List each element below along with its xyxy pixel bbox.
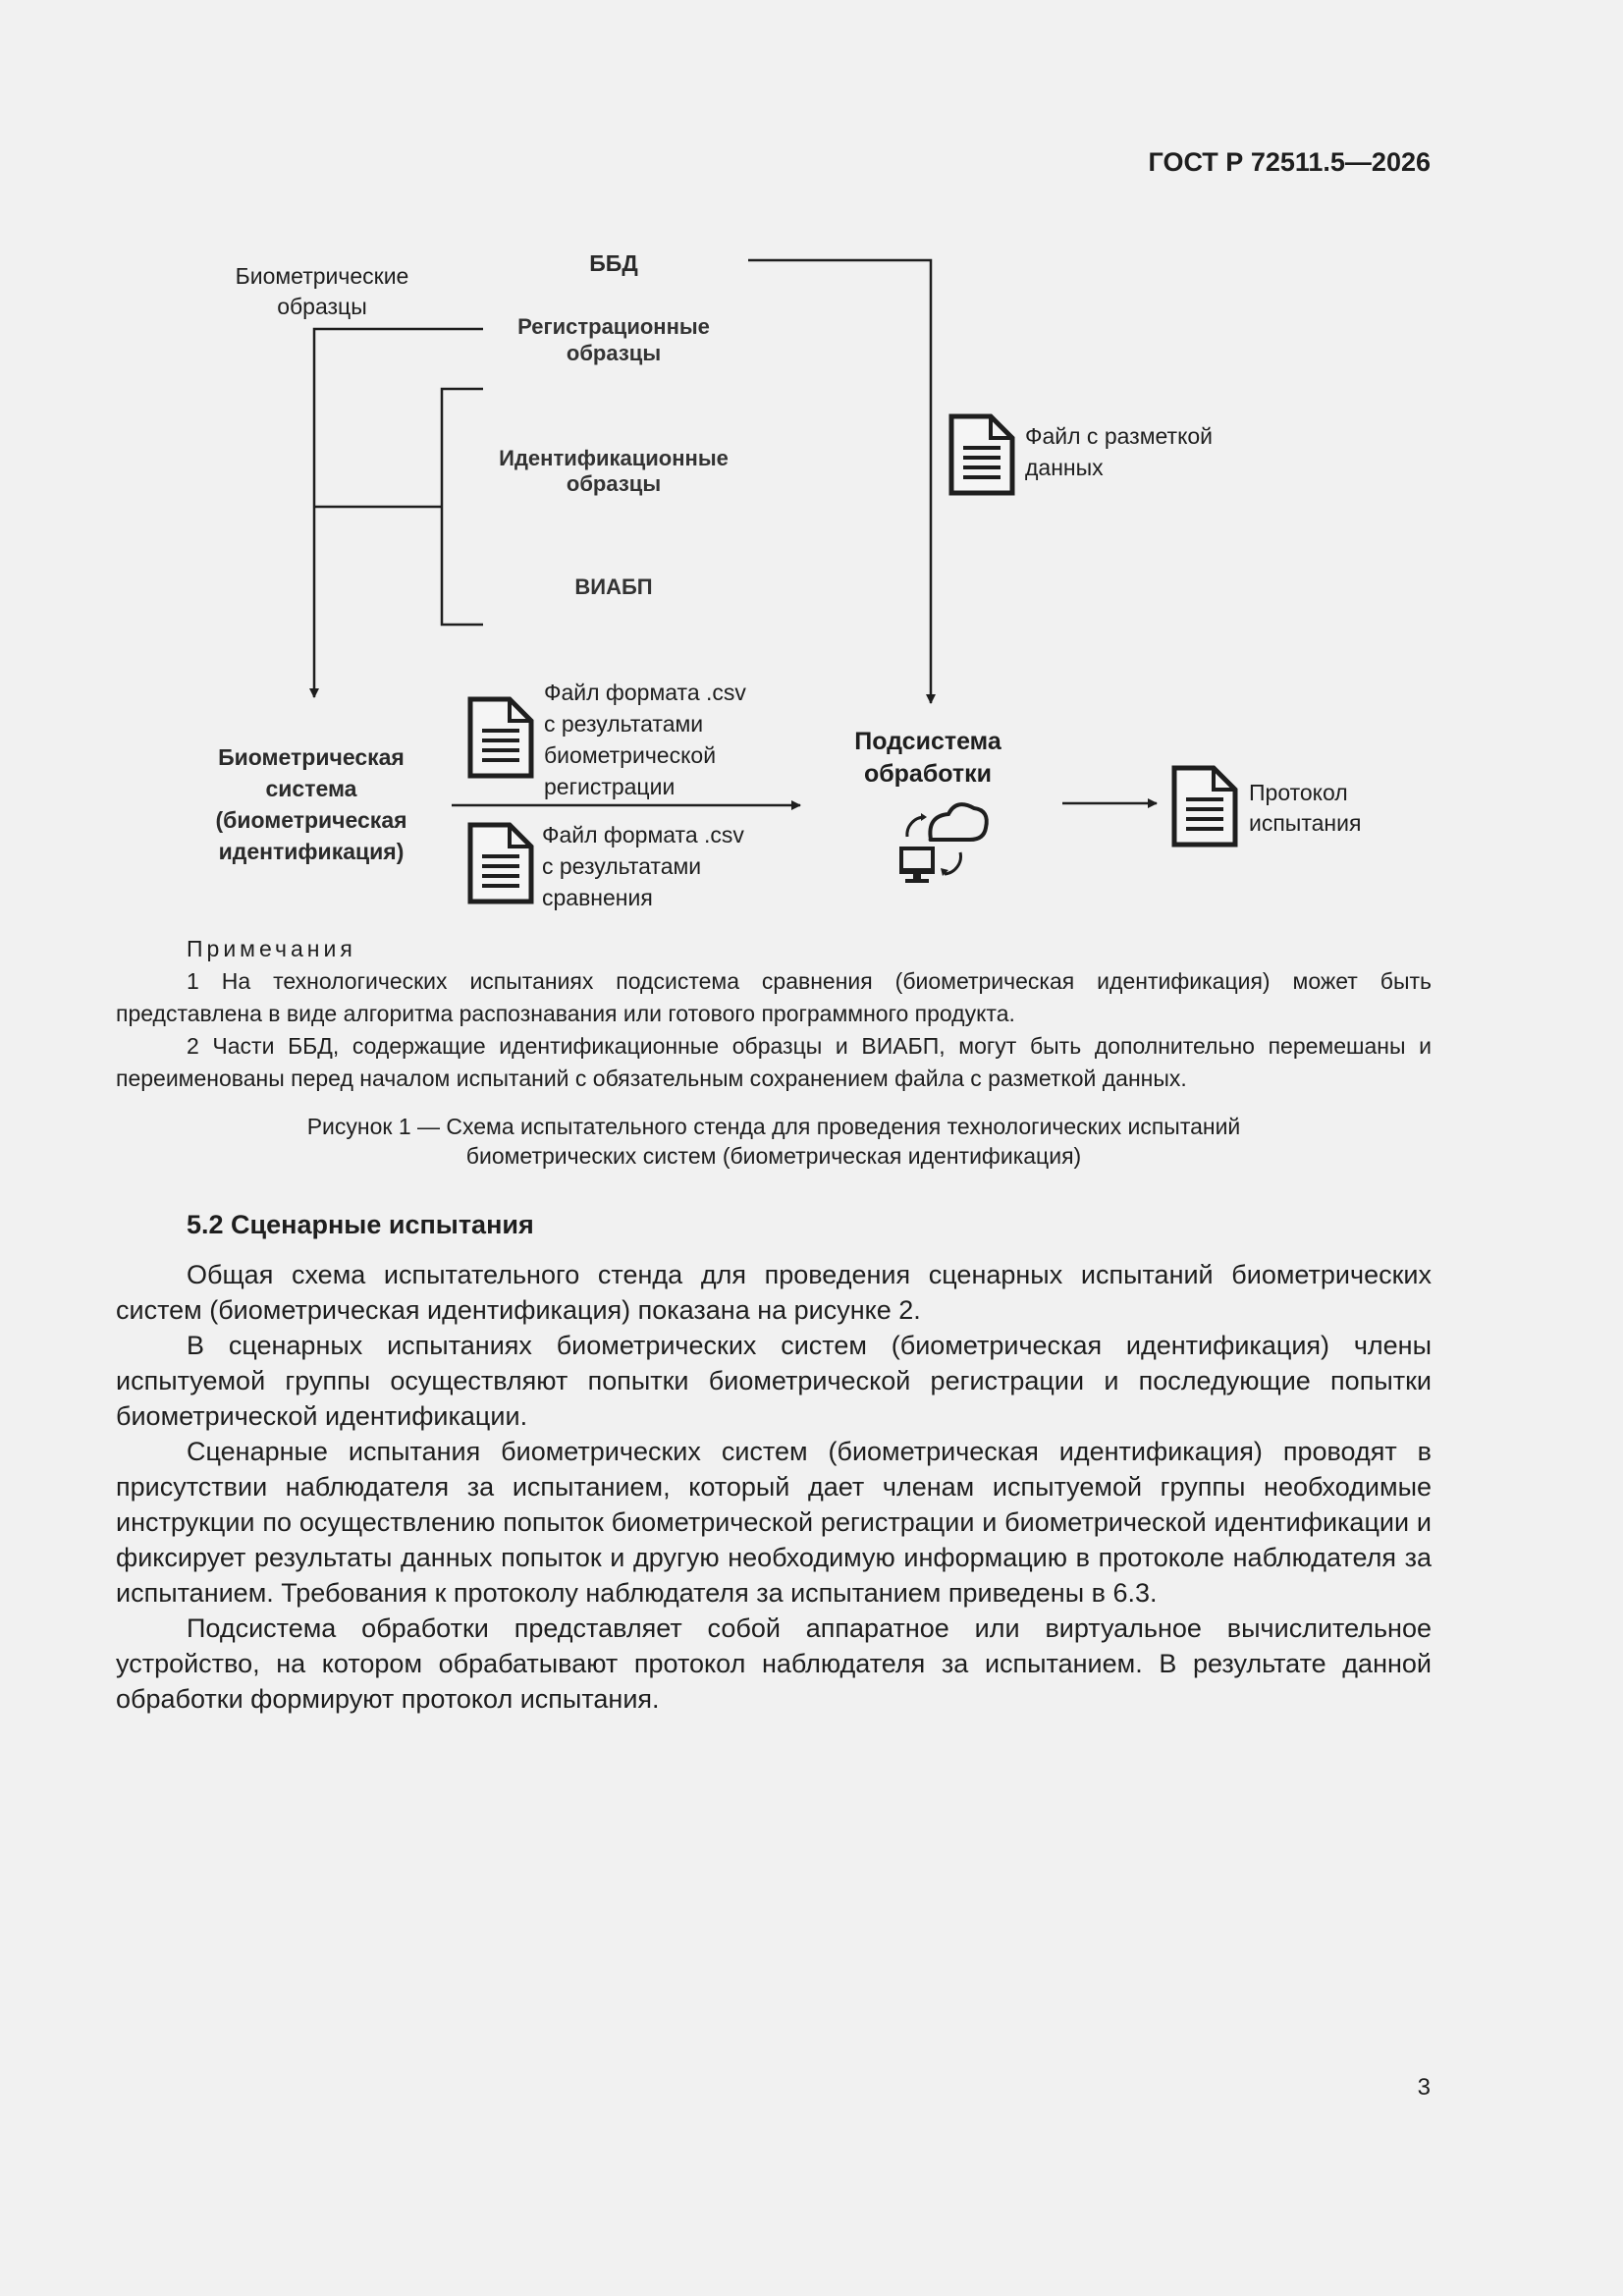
- cloud-computer-icon: [899, 804, 987, 883]
- csv-registration-line1: Файл формата .csv: [544, 680, 746, 705]
- csv-comparison-line2: с результатами: [542, 853, 702, 879]
- identification-samples-line2: образцы: [566, 471, 662, 496]
- bio-system-line1: Биометрическая: [218, 744, 405, 770]
- markup-file-label-line2: данных: [1025, 455, 1104, 480]
- csv-registration-line3: биометрической: [544, 742, 717, 768]
- registration-to-system-line: [314, 329, 483, 697]
- protocol-label-line2: испытания: [1249, 810, 1362, 836]
- bio-samples-label-line2: образцы: [277, 294, 367, 319]
- bbd-to-subsystem-line: [748, 260, 931, 703]
- bbd-label: ББД: [589, 250, 638, 276]
- paragraph: В сценарных испытаниях биометрических систем (биометрическая идентификация) члены испытуемой группы осуществляют попытки биометрической регистрации и последующие попытки биометрической идентификации.: [116, 1331, 1432, 1431]
- viabp-label: ВИАБП: [574, 574, 653, 599]
- registration-samples-line2: образцы: [566, 341, 662, 365]
- paragraph: Общая схема испытательного стенда для проведения сценарных испытаний биометрических систем (биометрическая идентификация) показана на рисунке 2.: [116, 1260, 1432, 1325]
- markup-file-label-line1: Файл с разметкой: [1025, 423, 1214, 449]
- figure-caption-line2: биометрических систем (биометрическая идентификация): [465, 1143, 1082, 1169]
- protocol-file-icon: [1174, 768, 1235, 845]
- bracket-ident-viabp: [442, 389, 483, 625]
- csv-registration-file-icon: [470, 699, 531, 776]
- notes-block: [116, 933, 1432, 1095]
- paragraph: Подсистема обработки представляет собой аппаратное или виртуальное вычислительное устройство, на котором обрабатывают протокол наблюдателя за испытанием. В результате данной обработки формируют протокол испытания.: [116, 1613, 1432, 1714]
- protocol-label-line1: Протокол: [1249, 780, 1348, 805]
- registration-samples-line1: Регистрационные: [517, 314, 710, 339]
- figure-caption: [116, 1112, 1432, 1171]
- bio-system-line2: система: [265, 776, 357, 801]
- csv-registration-line4: регистрации: [544, 774, 676, 799]
- csv-comparison-line3: сравнения: [542, 885, 653, 910]
- document-code: ГОСТ Р 72511.5—2026: [1148, 147, 1431, 177]
- test-bench-diagram: [0, 0, 1623, 943]
- identification-samples-line1: Идентификационные: [499, 446, 729, 470]
- bio-system-line4: идентификация): [218, 839, 405, 864]
- section-heading: 5.2 Сценарные испытания: [187, 1210, 534, 1239]
- subsystem-line1: Подсистема: [854, 728, 1001, 755]
- page-number: 3: [1417, 2074, 1431, 2101]
- bio-samples-label-line1: Биометрические: [235, 263, 409, 289]
- bio-system-line3: (биометрическая: [215, 807, 407, 833]
- markup-file-icon: [951, 416, 1012, 493]
- note-2: 2 Части ББД, содержащие идентификационные образцы и ВИАБП, могут быть дополнительно перемешаны и переименованы перед началом испытаний с обязательным сохранением файла с разметкой данных.: [116, 1033, 1432, 1091]
- paragraph: Сценарные испытания биометрических систем (биометрическая идентификация) проводят в присутствии наблюдателя за испытанием, который дает членам испытуемой группы необходимые инструкции по осуществлению попыток биометрической регистрации и биометрической идентификации и фиксирует результаты данных попыток и другую необходимую информацию в протоколе наблюдателя за испытанием. Требования к протоколу наблюдателя за испытанием приведены в 6.3.: [116, 1437, 1432, 1608]
- note-1: 1 На технологических испытаниях подсистема сравнения (биометрическая идентификация) может быть представлена в виде алгоритма распознавания или готового программного продукта.: [116, 968, 1432, 1026]
- subsystem-line2: обработки: [863, 760, 993, 788]
- csv-comparison-line1: Файл формата .csv: [542, 822, 744, 847]
- csv-registration-line2: с результатами: [544, 711, 704, 737]
- section-body: [116, 1257, 1432, 1717]
- csv-comparison-file-icon: [470, 825, 531, 902]
- figure-caption-line1: Рисунок 1 — Схема испытательного стенда для проведения технологических испытаний: [306, 1114, 1241, 1139]
- notes-title: Примечания: [187, 936, 356, 961]
